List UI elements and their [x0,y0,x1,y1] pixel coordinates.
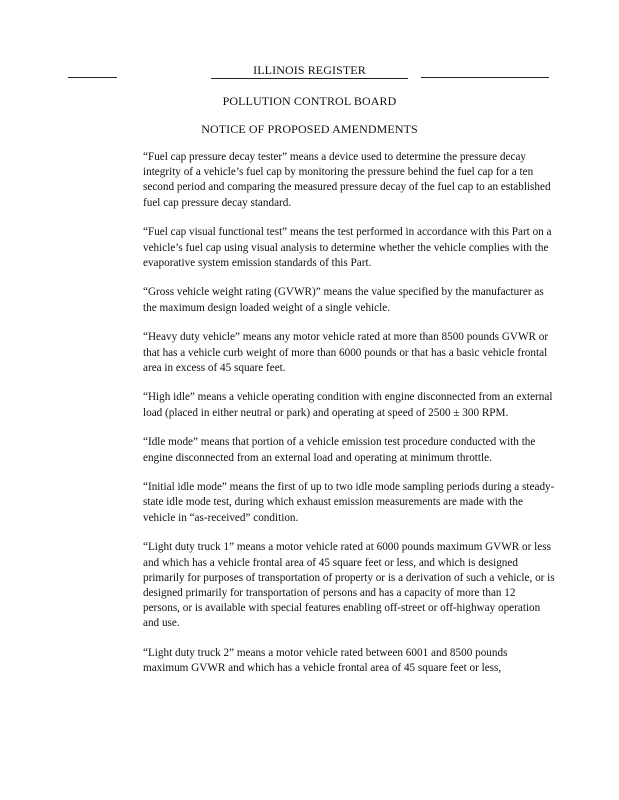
definition-paragraph: “Fuel cap pressure decay tester” means a device used to determine the pressure decay integrity of a vehicle’s fuel cap by monitoring the pressure behind the fuel cap for a ten second period and comparing the measured pressure decay of the fuel cap to an established fuel cap pressure decay standard. [143,151,551,209]
header-rule-left [68,77,117,78]
notice-title: NOTICE OF PROPOSED AMENDMENTS [201,122,418,136]
definition-paragraph: “High idle” means a vehicle operating condition with engine disconnected from an external load (placed in either neutral or park) and operating at speed of 2500 ± 300 RPM. [143,391,553,419]
definition-paragraph: “Idle mode” means that portion of a vehicle emission test procedure conducted with the engine disconnected from an external load and operating at minimum throttle. [143,436,536,464]
header-rule-right [421,77,549,78]
definitions-body [143,150,555,691]
definition-paragraph: “Light duty truck 1” means a motor vehicle rated at 6000 pounds maximum GVWR or less and which has a vehicle frontal area of 45 square feet or less, and which is designed primarily for purposes of transportation of property or is a derivation of such a vehicle, or is designed primarily for transportation of persons and has a capacity of more than 12 persons, or is available with special features enabling off-street or off-highway operation and use. [143,541,555,630]
definition-paragraph: “Heavy duty vehicle” means any motor vehicle rated at more than 8500 pounds GVWR or that has a vehicle curb weight of more than 6000 pounds or that has a basic vehicle frontal area in excess of 45 square feet. [143,331,549,374]
definition-paragraph: “Initial idle mode” means the first of up to two idle mode sampling periods during a steady-state idle mode test, during which exhaust emission measurements are made with the vehicle in “as-received” condition. [143,481,555,524]
board-title: POLLUTION CONTROL BOARD [222,94,397,108]
definition-paragraph: “Fuel cap visual functional test” means the test performed in accordance with this Part on a vehicle’s fuel cap using visual analysis to determine whether the vehicle complies with the evaporative system emission standards of this Part. [143,226,552,269]
register-title: ILLINOIS REGISTER [0,63,619,77]
definition-paragraph: “Light duty truck 2” means a motor vehicle rated between 6001 and 8500 pounds maximum GVWR and which has a vehicle frontal area of 45 square feet or less, [143,647,508,675]
definition-paragraph: “Gross vehicle weight rating (GVWR)” means the value specified by the manufacturer as the maximum design loaded weight of a single vehicle. [143,286,544,314]
